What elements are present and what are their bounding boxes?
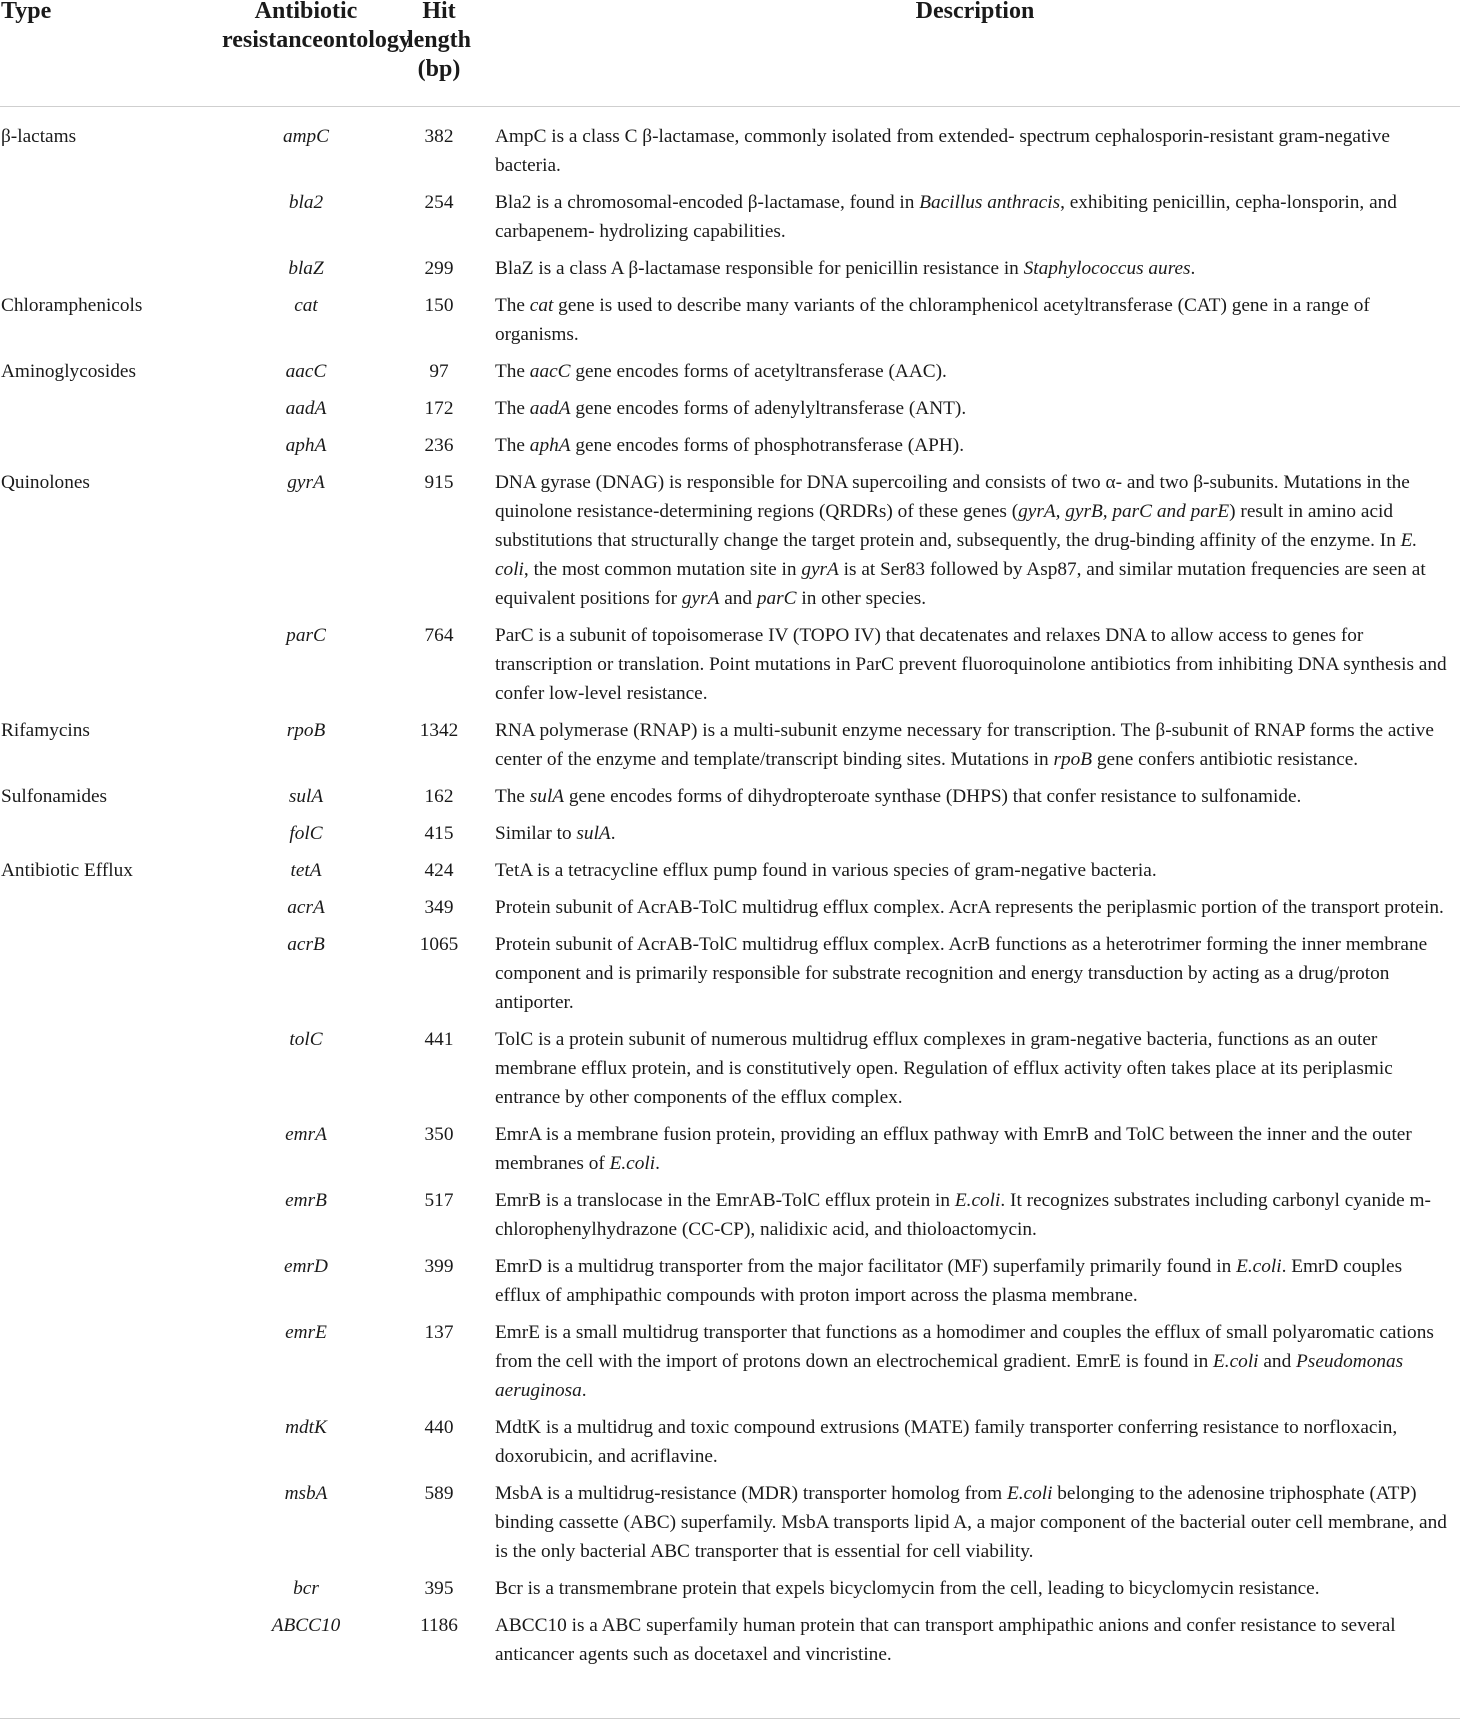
header-description: Description (915, 0, 1035, 24)
header-hit-length (399, 0, 479, 84)
description-text: gene encodes forms of adenylyltransferase (ANT). (570, 398, 967, 419)
description-text: in other species. (796, 588, 927, 609)
description-text: . (655, 1153, 660, 1174)
description-text: Bla2 is a chromosomal-encoded β-lactamase, found in (495, 192, 920, 213)
table-row (0, 1186, 1460, 1252)
cell-hit-length: 424 (424, 860, 454, 881)
cell-type: Aminoglycosides (1, 361, 136, 382)
italic-term: E.coli (609, 1153, 656, 1174)
table-row (0, 122, 1460, 188)
cell-gene: blaZ (288, 258, 324, 279)
cell-description (495, 930, 1450, 1017)
cell-gene: emrE (285, 1322, 327, 1343)
description-text: Protein subunit of AcrAB-TolC multidrug efflux complex. AcrB functions as a heterotrimer forming the inner membrane component and is primarily responsible for substrate recognition and energy transduction by acting as a drug/proton antiporter. (495, 934, 1428, 1013)
italic-term: E.coli (1236, 1256, 1282, 1277)
italic-term: parC (756, 588, 797, 609)
cell-description (495, 819, 1450, 848)
description-text: EmrB is a translocase in the EmrAB-TolC efflux protein in (495, 1190, 955, 1211)
cell-gene: tetA (290, 860, 322, 881)
italic-term: rpoB (1053, 749, 1093, 770)
table-row (0, 782, 1460, 819)
cell-gene: tolC (289, 1029, 323, 1050)
cell-description (495, 1574, 1450, 1603)
description-text: is at Ser83 followed by Asp87, and similar mutation frequencies are seen at equivalent positions for (495, 559, 1426, 609)
table-row (0, 1120, 1460, 1186)
cell-gene: acrB (287, 934, 325, 955)
cell-description (495, 468, 1450, 613)
cell-description (495, 254, 1450, 283)
cell-description (495, 357, 1450, 386)
cell-gene: sulA (288, 786, 324, 807)
cell-gene: rpoB (286, 720, 326, 741)
cell-hit-length: 415 (424, 823, 454, 844)
description-text: , the most common mutation site in (523, 559, 802, 580)
cell-description (495, 1479, 1450, 1566)
cell-hit-length: 764 (424, 625, 454, 646)
table-row (0, 1318, 1460, 1413)
cell-type: β-lactams (1, 126, 77, 147)
cell-gene: msbA (284, 1483, 328, 1504)
cell-hit-length: 399 (424, 1256, 454, 1277)
cell-hit-length: 915 (424, 472, 454, 493)
cell-description (495, 122, 1450, 180)
cell-description (495, 188, 1450, 246)
description-text: The (495, 786, 530, 807)
description-text: DNA gyrase (DNAG) is responsible for DNA supercoiling and consists of two α- and two β-subunits. Mutations in the quinolone resistance-determining regions (QRDRs) of these genes ( (495, 472, 1410, 522)
description-text: AmpC is a class C β-lactamase, commonly isolated from extended- spectrum cephalosporin-resistant gram-negative bacteria. (495, 126, 1390, 176)
cell-gene: emrA (285, 1124, 327, 1145)
italic-term: gyrA (681, 588, 720, 609)
table-row (0, 819, 1460, 856)
cell-description (495, 1186, 1450, 1244)
table-header (0, 0, 1460, 107)
cell-gene: emrB (285, 1190, 327, 1211)
cell-gene: ABCC10 (271, 1615, 341, 1636)
header-ontology-line2: resistanceontology (222, 27, 411, 53)
cell-hit-length: 1065 (419, 934, 459, 955)
cell-hit-length: 137 (424, 1322, 454, 1343)
description-text: . (610, 823, 616, 844)
cell-type: Antibiotic Efflux (1, 860, 133, 881)
cell-description (495, 1025, 1450, 1112)
cell-description (495, 856, 1450, 885)
cell-description (495, 893, 1450, 922)
table-row (0, 1025, 1460, 1120)
table-row (0, 394, 1460, 431)
cell-gene: bcr (293, 1578, 319, 1599)
italic-term: E.coli (1213, 1351, 1259, 1372)
table-row (0, 468, 1460, 621)
description-text: Protein subunit of AcrAB-TolC multidrug efflux complex. AcrA represents the periplasmic portion of the transport protein. (495, 897, 1444, 918)
description-text: The (495, 398, 530, 419)
description-text: . (581, 1380, 587, 1401)
description-text: . It recognizes substrates including carbonyl cyanide m-chlorophenylhydrazone (CC-CP), nalidixic acid, and thioloactomycin. (495, 1190, 1431, 1240)
cell-hit-length: 382 (424, 126, 454, 147)
table-row (0, 1413, 1460, 1479)
description-text: ParC is a subunit of topoisomerase IV (TOPO IV) that decatenates and relaxes DNA to allow access to genes for transcription or translation. Point mutations in ParC prevent fluoroquinolone antibiotics from inhibiting DNA synthesis and confer low-level resistance. (495, 625, 1447, 704)
cell-gene: folC (289, 823, 323, 844)
cell-gene: aadA (285, 398, 327, 419)
italic-term: Pseudomonas aeruginosa (495, 1351, 1404, 1401)
description-text: and (719, 588, 757, 609)
cell-gene: acrA (287, 897, 325, 918)
cell-type: Quinolones (1, 472, 90, 493)
table-row (0, 716, 1460, 782)
table-row (0, 357, 1460, 394)
cell-hit-length: 150 (424, 295, 454, 316)
cell-description (495, 1611, 1450, 1669)
description-text: TetA is a tetracycline efflux pump found in various species of gram-negative bacteria. (495, 860, 1157, 881)
table-row (0, 856, 1460, 893)
cell-hit-length: 254 (424, 192, 454, 213)
cell-hit-length: 162 (424, 786, 454, 807)
description-text: TolC is a protein subunit of numerous multidrug efflux complexes in gram-negative bacteria, functions as an outer membrane efflux protein, and is constitutively open. Regulation of efflux activity often takes place at its periplasmic entrance by other components of the efflux complex. (495, 1029, 1393, 1108)
cell-description (495, 621, 1450, 708)
description-text: gene is used to describe many variants of the chloramphenicol acetyltransferase (CAT) gene in a range of organisms. (495, 295, 1370, 345)
italic-term: aacC (529, 361, 571, 382)
cell-description (495, 782, 1450, 811)
description-text: EmrA is a membrane fusion protein, providing an efflux pathway with EmrB and TolC between the inner and the outer membranes of (495, 1124, 1412, 1174)
description-text: gene encodes forms of dihydropteroate synthase (DHPS) that confer resistance to sulfonamide. (564, 786, 1302, 807)
table-row (0, 291, 1460, 357)
description-text: BlaZ is a class A β-lactamase responsible for penicillin resistance in (495, 258, 1024, 279)
table-body (0, 122, 1460, 1677)
cell-description (495, 1120, 1450, 1178)
cell-gene: cat (294, 295, 318, 316)
italic-term: gyrA (801, 559, 839, 580)
description-text: The (495, 295, 530, 316)
cell-type: Chloramphenicols (1, 295, 143, 316)
cell-hit-length: 1342 (419, 720, 459, 741)
cell-description (495, 291, 1450, 349)
table-row (0, 1479, 1460, 1574)
cell-hit-length: 349 (424, 897, 454, 918)
cell-description (495, 1252, 1450, 1310)
cell-gene: aphA (285, 435, 327, 456)
table-row (0, 254, 1460, 291)
cell-gene: ampC (282, 126, 330, 147)
cell-gene: gyrA (287, 472, 325, 493)
bottom-rule (0, 1718, 1460, 1719)
description-text: . EmrD couples efflux of amphipathic compounds with proton import across the plasma membrane. (495, 1256, 1403, 1306)
description-text: Similar to (495, 823, 577, 844)
cell-type: Sulfonamides (1, 786, 108, 807)
italic-term: E.coli (954, 1190, 1001, 1211)
table-row (0, 431, 1460, 468)
cell-gene: aacC (285, 361, 327, 382)
header-length-line3: (bp) (417, 56, 461, 82)
cell-description (495, 1318, 1450, 1405)
cell-gene: emrD (284, 1256, 328, 1277)
cell-description (495, 716, 1450, 774)
description-text: . (1190, 258, 1196, 279)
cell-hit-length: 1186 (420, 1615, 458, 1636)
cell-hit-length: 299 (424, 258, 454, 279)
cell-description (495, 394, 1450, 423)
description-text: and (1258, 1351, 1297, 1372)
cell-description (495, 431, 1450, 460)
table-row (0, 1252, 1460, 1318)
description-text: , exhibiting penicillin, cepha-lonsporin, and carbapenem- hydrolizing capabilities. (495, 192, 1397, 242)
header-length-line2: length (406, 27, 471, 53)
description-text: MsbA is a multidrug-resistance (MDR) transporter homolog from (495, 1483, 1007, 1504)
cell-hit-length: 236 (424, 435, 454, 456)
cell-description (495, 1413, 1450, 1471)
italic-term: cat (529, 295, 554, 316)
header-ontology (222, 0, 411, 55)
description-text: belonging to the adenosine triphosphate (ATP) binding cassette (ABC) superfamily. MsbA transports lipid A, a major component of the bacterial outer cell membrane, and is the only bacterial ABC transporter that is essential for cell viability. (495, 1483, 1447, 1562)
header-ontology-line1: Antibiotic (254, 0, 358, 24)
description-text: gene confers antibiotic resistance. (1092, 749, 1359, 770)
italic-term: Bacillus anthracis (919, 192, 1061, 213)
cell-hit-length: 97 (429, 361, 449, 382)
italic-term: Staphylococcus aures (1023, 258, 1191, 279)
cell-hit-length: 440 (424, 1417, 454, 1438)
description-text: MdtK is a multidrug and toxic compound extrusions (MATE) family transporter conferring resistance to norfloxacin, doxorubicin, and acriflavine. (495, 1417, 1398, 1467)
italic-term: gyrA, gyrB, parC and parE (1018, 501, 1230, 522)
cell-gene: bla2 (288, 192, 324, 213)
cell-gene: parC (286, 625, 326, 646)
italic-term: sulA (529, 786, 565, 807)
description-text: The (495, 435, 530, 456)
description-text: Bcr is a transmembrane protein that expels bicyclomycin from the cell, leading to bicyclomycin resistance. (495, 1578, 1320, 1599)
description-text: RNA polymerase (RNAP) is a multi-subunit enzyme necessary for transcription. The β-subunit of RNAP forms the active center of the enzyme and template/transcript binding sites. Mutations in (495, 720, 1434, 770)
table-row (0, 930, 1460, 1025)
cell-hit-length: 589 (424, 1483, 454, 1504)
italic-term: sulA (576, 823, 611, 844)
table-row (0, 621, 1460, 716)
cell-hit-length: 172 (424, 398, 454, 419)
description-text: ABCC10 is a ABC superfamily human protein that can transport amphipathic anions and confer resistance to several anticancer agents such as docetaxel and vincristine. (495, 1615, 1396, 1665)
description-text: ) result in amino acid substitutions that structurally change the target protein and, subsequently, the drug-binding affinity of the enzyme. In (495, 501, 1401, 551)
description-text: EmrE is a small multidrug transporter that functions as a homodimer and couples the efflux of small polyaromatic cations from the cell with the import of protons down an electrochemical gradient. EmrE is found in (495, 1322, 1434, 1372)
header-type: Type (1, 0, 52, 24)
cell-gene: mdtK (285, 1417, 327, 1438)
cell-hit-length: 350 (424, 1124, 454, 1145)
italic-term: E. coli (495, 530, 1418, 580)
italic-term: E.coli (1006, 1483, 1053, 1504)
description-text: gene encodes forms of acetyltransferase (AAC). (570, 361, 947, 382)
table-row (0, 1574, 1460, 1611)
cell-type: Rifamycins (1, 720, 90, 741)
italic-term: aadA (529, 398, 571, 419)
description-text: gene encodes forms of phosphotransferase (APH). (570, 435, 965, 456)
description-text: The (495, 361, 530, 382)
cell-hit-length: 517 (424, 1190, 454, 1211)
description-text: EmrD is a multidrug transporter from the major facilitator (MF) superfamily primarily found in (495, 1256, 1237, 1277)
cell-hit-length: 441 (424, 1029, 454, 1050)
cell-hit-length: 395 (424, 1578, 454, 1599)
italic-term: aphA (529, 435, 571, 456)
header-length-line1: Hit (422, 0, 456, 24)
table-row (0, 893, 1460, 930)
table-row (0, 188, 1460, 254)
table-row (0, 1611, 1460, 1677)
